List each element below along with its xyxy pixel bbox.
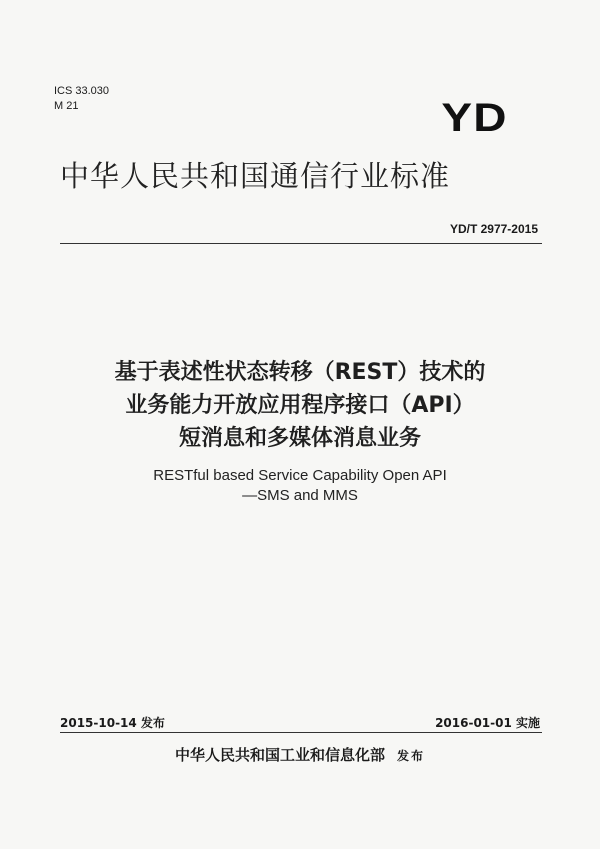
document-title-cn-line-3: 短消息和多媒体消息业务 [178,426,421,451]
top-divider [60,243,542,244]
document-title-en-line-1: RESTful based Service Capability Open API [153,467,447,484]
ics-code: ICS 33.030 [54,85,110,97]
publisher-line [0,744,600,767]
document-title-cn-line-1: 基于表述性状态转移（REST）技术的 [114,360,486,385]
national-standard-title: 中华人民共和国通信行业标准 [60,159,451,193]
effective-date: 2016-01-01 实施 [435,716,540,730]
classification-codes [54,84,109,114]
yd-logo: YD [441,96,508,140]
issue-date: 2015-10-14 发布 [60,716,165,730]
bottom-divider [60,732,542,733]
publish-label: 发布 [397,749,426,763]
document-title-cn-line-2: 业务能力开放应用程序接口（API） [125,393,475,418]
issuing-authority: 中华人民共和国工业和信息化部 [174,746,385,764]
standard-number: YD/T 2977-2015 [449,222,538,236]
ccs-code: M 21 [54,100,79,112]
document-title-en-line-2: —SMS and MMS [242,487,358,504]
